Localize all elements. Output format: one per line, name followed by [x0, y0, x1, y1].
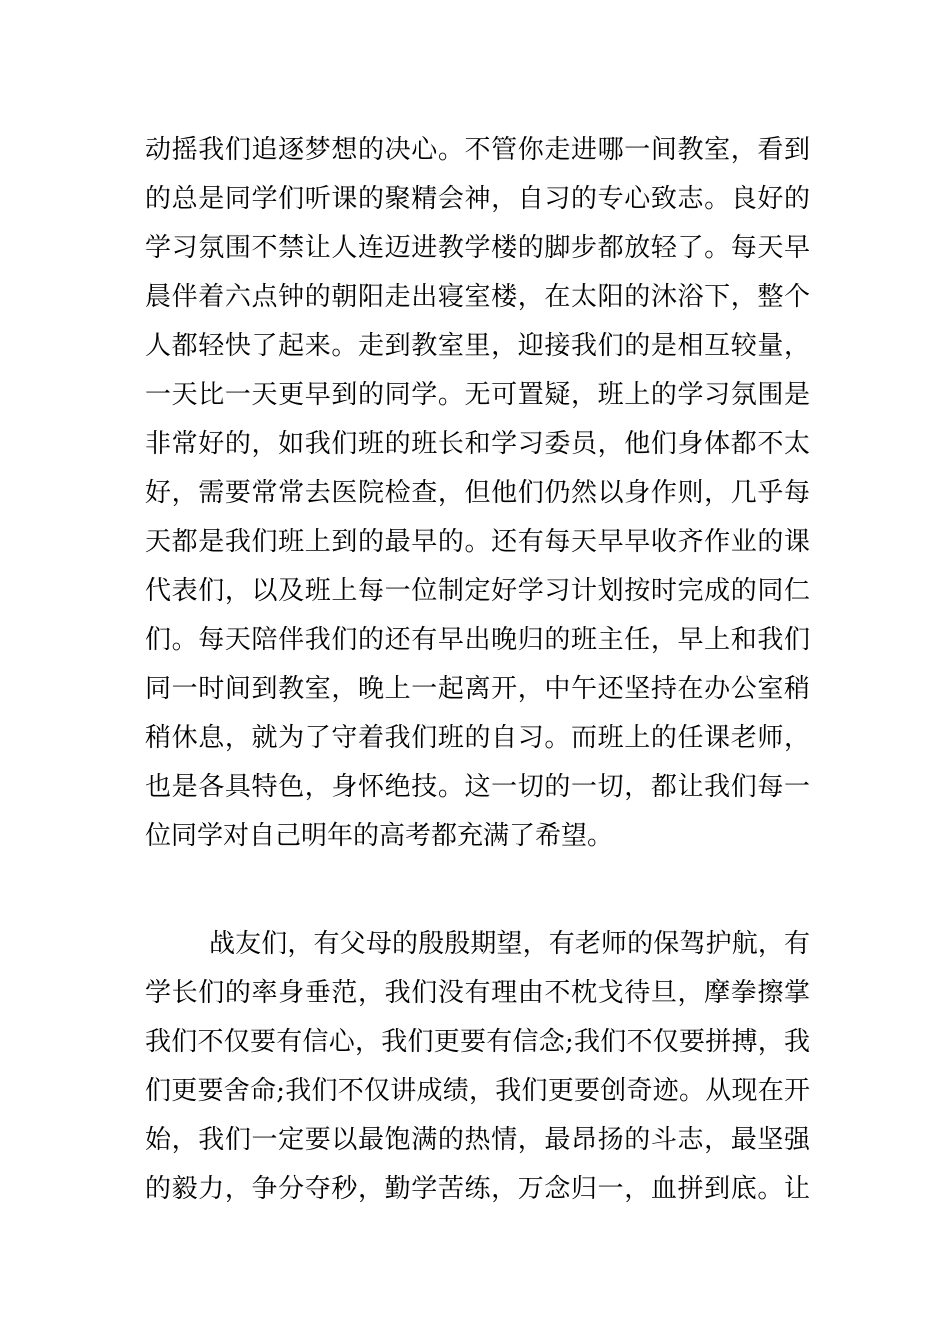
text-line: 好，需要常常去医院检查，但他们仍然以身作则，几乎每 [145, 478, 810, 508]
text-line: 们更要舍命;我们不仅讲成绩，我们更要创奇迹。从现在开 [145, 1076, 810, 1106]
text-line: 们。每天陪伴我们的还有早出晚归的班主任，早上和我们 [145, 625, 810, 655]
text-line: 位同学对自己明年的高考都充满了希望。 [145, 821, 614, 851]
text-line: 学长们的率身垂范，我们没有理由不枕戈待旦，摩拳擦掌 [145, 978, 810, 1008]
text-line: 同一时间到教室，晚上一起离开，中午还坚持在办公室稍 [145, 674, 810, 704]
text-line: 人都轻快了起来。走到教室里，迎接我们的是相互较量， [145, 331, 810, 361]
text-line: 天都是我们班上到的最早的。还有每天早早收齐作业的课 [145, 527, 810, 557]
text-line: 非常好的，如我们班的班长和学习委员，他们身体都不太 [145, 429, 810, 459]
text-line: 始，我们一定要以最饱满的热情，最昂扬的斗志，最坚强 [145, 1125, 810, 1155]
text-line: 我们不仅要有信心，我们更要有信念;我们不仅要拼搏，我 [145, 1027, 810, 1057]
text-line: 学习氛围不禁让人连迈进教学楼的脚步都放轻了。每天早 [145, 233, 810, 263]
text-line: 的毅力，争分夺秒，勤学苦练，万念归一，血拼到底。让 [145, 1174, 810, 1204]
text-line: 也是各具特色，身怀绝技。这一切的一切，都让我们每一 [145, 772, 810, 802]
text-line: 一天比一天更早到的同学。无可置疑，班上的学习氛围是 [145, 380, 810, 410]
text-line: 晨伴着六点钟的朝阳走出寝室楼，在太阳的沐浴下，整个 [145, 282, 810, 312]
text-line: 稍休息，就为了守着我们班的自习。而班上的任课老师， [145, 723, 810, 753]
text-line: 动摇我们追逐梦想的决心。不管你走进哪一间教室，看到 [145, 135, 810, 165]
text-line: 代表们，以及班上每一位制定好学习计划按时完成的同仁 [145, 576, 810, 606]
text-line: 战友们，有父母的殷殷期望，有老师的保驾护航，有 [209, 929, 810, 959]
text-line: 的总是同学们听课的聚精会神，自习的专心致志。良好的 [145, 184, 810, 214]
